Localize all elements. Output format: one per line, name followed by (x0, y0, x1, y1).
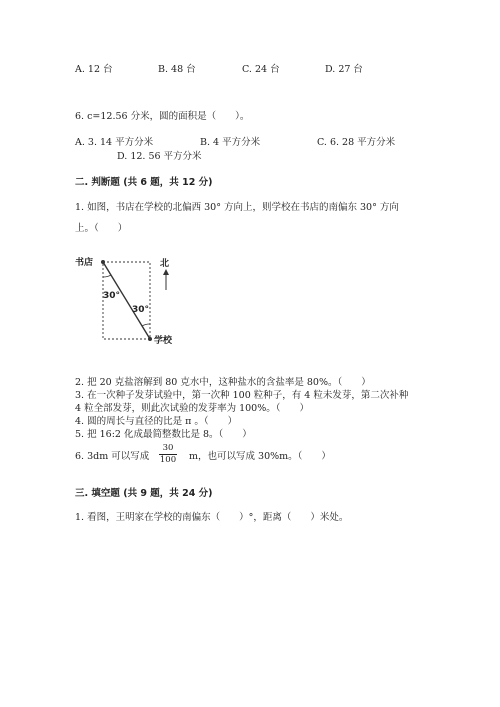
option-a: A. 12 台 (75, 64, 113, 75)
question-text: 上。（ ） (75, 223, 128, 234)
option-d: D. 12. 56 平方分米 (117, 151, 202, 162)
question-text: m，也可以写成 30%m。（ ） (189, 451, 331, 462)
bookstore-label: 书店 (75, 258, 94, 268)
question-text: 3. 在一次种子发芽试验中，第一次种 100 粒种子，有 4 粒未发芽，第二次补种 (75, 390, 409, 401)
option-b: B. 4 平方分米 (200, 137, 261, 148)
angle-label-bottom: 30° (132, 305, 150, 315)
question-text: 1. 看图，王明家在学校的南偏东（ ）°，距离（ ）米处。 (75, 512, 349, 523)
direction-figure (70, 250, 190, 350)
question-text: 5. 把 16:2 化成最简整数比是 8。（ ） (75, 429, 252, 440)
question-text: 4 粒全部发芽，则此次试验的发芽率为 100%。（ ） (75, 403, 309, 414)
fraction (157, 443, 179, 466)
option-b: B. 48 台 (158, 64, 196, 75)
question-text: 4. 圆的周长与直径的比是 π 。（ ） (75, 416, 238, 427)
question-text: 6. 3dm 可以写成 (75, 451, 150, 462)
section-heading: 三. 填空题 (共 9 题，共 24 分) (75, 488, 213, 499)
school-label: 学校 (154, 336, 173, 346)
option-c: C. 24 台 (242, 64, 280, 75)
option-a: A. 3. 14 平方分米 (75, 137, 154, 148)
fraction-denominator: 100 (159, 455, 177, 465)
section-heading: 二. 判断题 (共 6 题，共 12 分) (75, 177, 213, 188)
fraction-numerator: 30 (162, 443, 174, 453)
question-text: 1. 如图，书店在学校的北偏西 30° 方向上，则学校在书店的南偏东 30° 方向 (75, 202, 399, 213)
question-text: 2. 把 20 克盐溶解到 80 克水中，这种盐水的含盐率是 80%。（ ） (75, 377, 371, 388)
option-d: D. 27 台 (325, 64, 363, 75)
angle-label-top: 30° (103, 291, 121, 301)
question-stem: 6. c=12.56 分米，圆的面积是（ ）。 (75, 111, 250, 122)
option-c: C. 6. 28 平方分米 (317, 137, 396, 148)
north-label: 北 (160, 259, 170, 269)
